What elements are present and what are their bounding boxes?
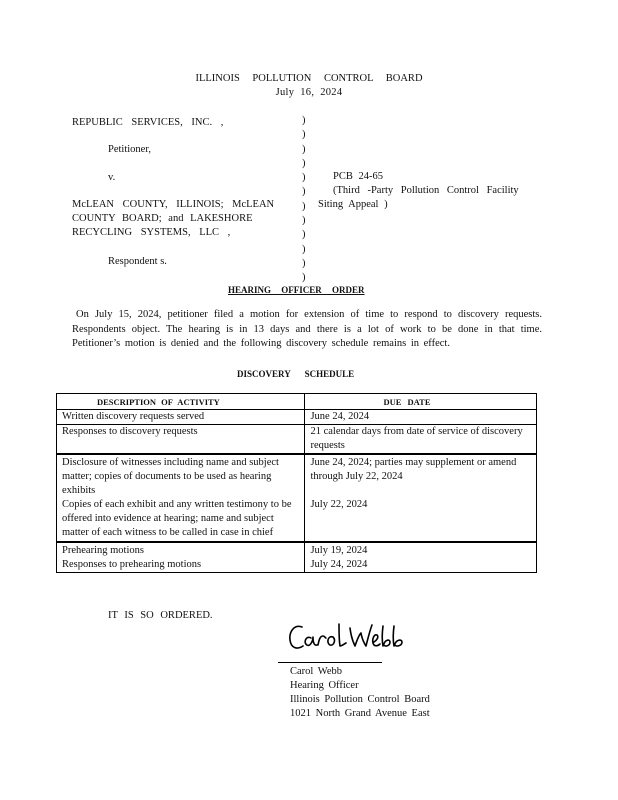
order-title: HEARING OFFICER ORDER (228, 285, 365, 295)
schedule-title: DISCOVERY SCHEDULE (237, 369, 355, 379)
activity-cell: Copies of each exhibit and any written testimony to be offered into evidence at hearing; name and subject matter of each witness to be called in case in chief (57, 498, 305, 542)
due-date-cell: July 19, 2024 (310, 545, 368, 556)
signer-name: Carol Webb (290, 666, 342, 677)
caption-parentheses: ) ) ) ) ) ) ) ) ) ) ) ) (302, 115, 306, 284)
table-row (57, 425, 537, 455)
column-header-activity: DESCRIPTION OF ACTIVITY (57, 394, 305, 410)
table-row (57, 558, 537, 573)
case-type-line-1: (Third -Party Pollution Control Facility (333, 185, 519, 196)
table-row (57, 454, 537, 498)
respondents-line-2: COUNTY BOARD; and LAKESHORE (72, 213, 253, 224)
due-date-cell: 21 calendar days from date of service of discovery requests (310, 426, 523, 451)
petitioner-role: Petitioner, (108, 144, 152, 155)
signer-title: Hearing Officer (290, 680, 359, 691)
activity-cell: Written discovery requests served (57, 410, 305, 425)
case-type-line-2: Siting Appeal ) (318, 199, 388, 210)
body-paragraph: On July 15, 2024, petitioner filed a motion for extension of time to respond to discovery requests. Respondents object. The hearing is in 13 days and there is a lot of work to be done in that time. Petitioner’s motion is denied and the following discovery schedule remains in effect. (72, 309, 542, 349)
petitioner-name: REPUBLIC SERVICES, INC. , (72, 117, 224, 128)
table-row (57, 542, 537, 558)
activity-cell: Responses to prehearing motions (57, 558, 305, 573)
column-header-due-date: DUE DATE (383, 397, 431, 407)
due-date-cell: July 22, 2024 (310, 499, 368, 510)
closing-statement: IT IS SO ORDERED. (108, 610, 213, 621)
signer-organization: Illinois Pollution Control Board (290, 694, 430, 705)
signature-line (278, 662, 382, 663)
respondent-role: Respondent s. (108, 256, 167, 267)
respondents-line-3: RECYCLING SYSTEMS, LLC , (72, 227, 231, 238)
due-date-cell: July 24, 2024 (310, 559, 368, 570)
activity-cell: Prehearing motions (57, 542, 305, 558)
table-row (57, 498, 537, 542)
agency-header: ILLINOIS POLLUTION CONTROL BOARD (195, 73, 423, 84)
case-number: PCB 24-65 (333, 171, 383, 182)
activity-cell: Responses to discovery requests (57, 425, 305, 455)
due-date-cell: June 24, 2024; parties may supplement or amend through July 22, 2024 (310, 457, 517, 482)
respondents-line-1: McLEAN COUNTY, ILLINOIS; McLEAN (72, 199, 275, 210)
table-row (57, 410, 537, 425)
discovery-schedule-table (56, 393, 537, 573)
order-date: July 16, 2024 (275, 87, 343, 98)
handwritten-signature (284, 618, 414, 658)
activity-cell: Disclosure of witnesses including name and subject matter; copies of documents to be used as hearing exhibits (57, 454, 305, 498)
signer-address: 1021 North Grand Avenue East (290, 708, 430, 719)
table-header-row (57, 394, 537, 410)
due-date-cell: June 24, 2024 (310, 411, 370, 422)
versus: v. (108, 172, 116, 183)
